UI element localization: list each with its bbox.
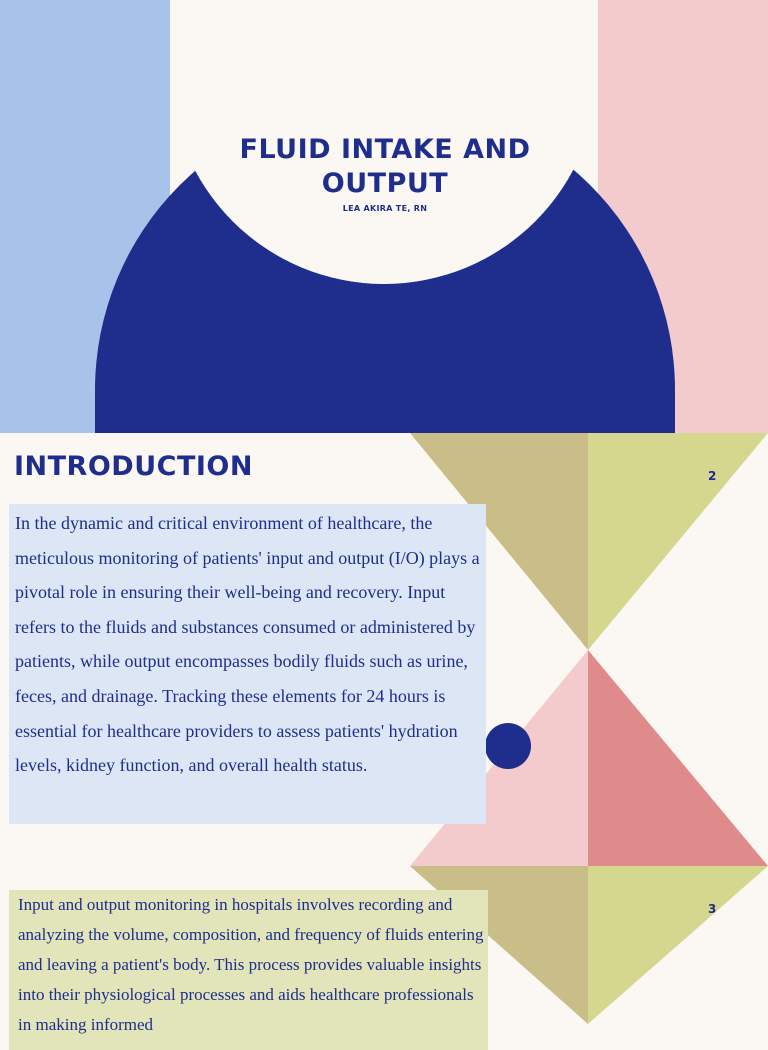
slide-heading: INTRODUCTION [14,451,253,482]
navy-dot [485,723,531,769]
top-triangle-right [588,433,768,650]
body-paragraph: Input and output monitoring in hospitals involves recording and analyzing the volume, composition, and frequency of fluids entering and leaving a patient's body. This process provides valuable insights into their physiological processes and aids healthcare professionals in making informed [18,895,484,1034]
body-paragraph: In the dynamic and critical environment of healthcare, the meticulous monitoring of patients' input and output (I/O) plays a pivotal role in ensuring their well-being and recovery. Input refers to the fluids and substances consumed or administered by patients, while output encompasses bodily fluids such as urine, feces, and drainage. Tracking these elements for 24 hours is essential for healthcare providers to assess patients' hydration levels, kidney function, and overall health status. [15,513,480,776]
text-box [9,890,488,1050]
bottom-triangle-right [588,650,768,866]
presenter-name: LEA AKIRA TE, RN [342,204,428,213]
monitoring-slide [0,866,768,1034]
page-number: 2 [708,469,717,483]
top-triangle-right [588,866,768,1024]
title-slide [0,0,768,433]
presentation-title: FLUID INTAKE AND OUTPUT [239,134,531,199]
page-number: 3 [708,902,717,916]
introduction-slide [0,433,768,866]
text-box [9,504,486,824]
